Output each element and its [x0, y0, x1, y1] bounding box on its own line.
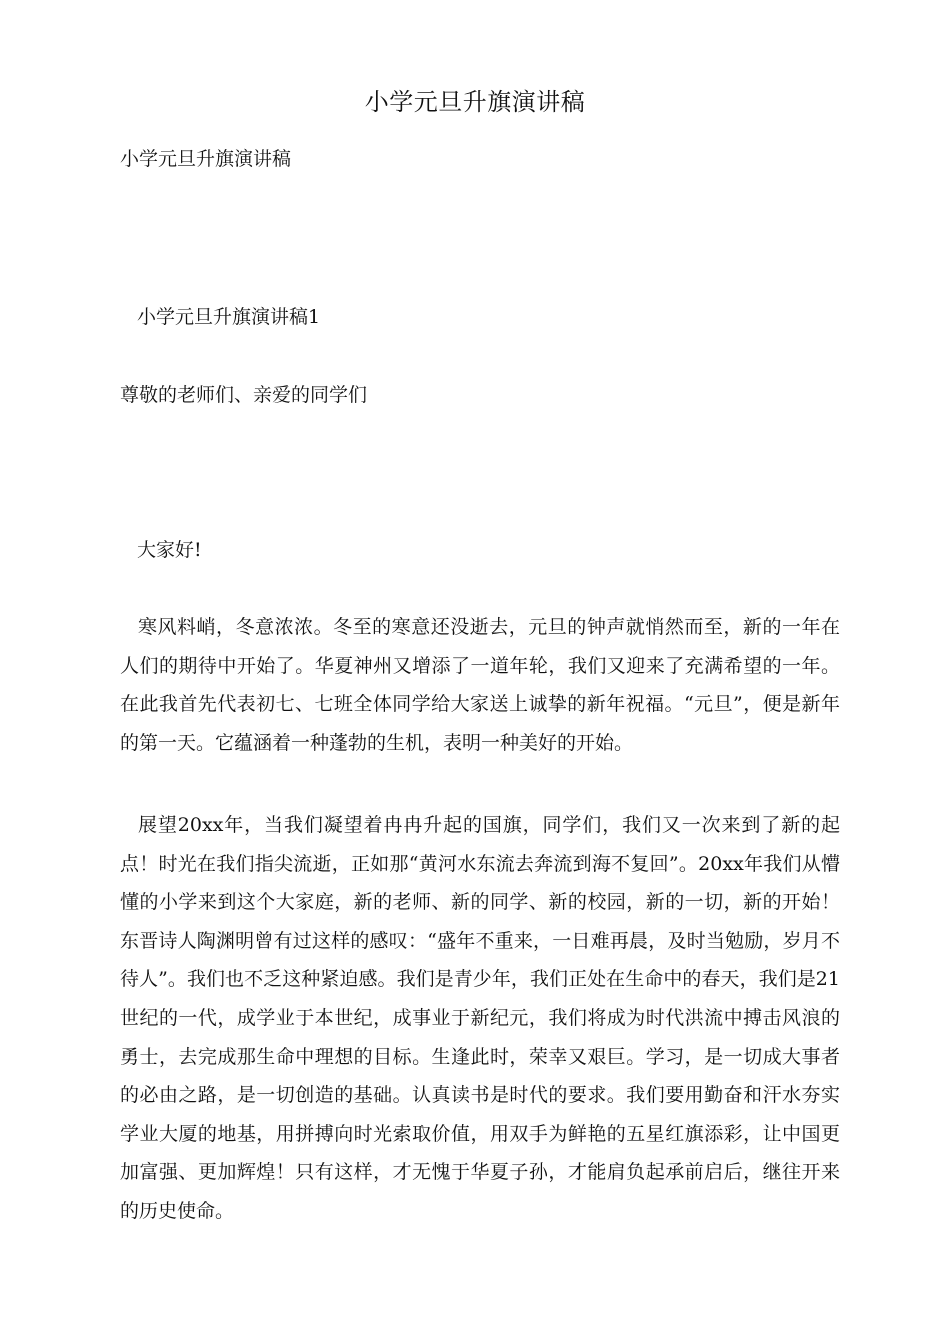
paragraph: 寒风料峭，冬意浓浓。冬至的寒意还没逝去，元旦的钟声就悄然而至，新的一年在人们的期待中开始了。华夏神州又增添了一道年轮，我们又迎来了充满希望的一年。在此我首先代表初七、七班全体同学给大家送上诚挚的新年祝福。“元旦”，便是新年的第一天。它蕴涵着一种蓬勃的生机，表明一种美好的开始。	[120, 616, 840, 754]
salutation: 尊敬的老师们、亲爱的同学们	[120, 384, 368, 406]
paragraph: 展望20xx年，当我们凝望着冉冉升起的国旗，同学们，我们又一次来到了新的起点！时光在我们指尖流逝，正如那“黄河水东流去奔流到海不复回”。20xx年我们从懵懂的小学来到这个大家庭，新的老师、新的同学、新的校园，新的一切，新的开始！东晋诗人陶渊明曾有过这样的感叹：“盛年不重来，一日难再晨，及时当勉励，岁月不待人”。我们也不乏这种紧迫感。我们是青少年，我们正处在生命中的春天，我们是21世纪的一代，成学业于本世纪，成事业于新纪元，我们将成为时代洪流中搏击风浪的勇士，去完成那生命中理想的目标。生逢此时，荣幸又艰巨。学习，是一切成大事者的必由之路，是一切创造的基础。认真读书是时代的要求。我们要用勤奋和汗水夯实学业大厦的地基，用拼搏向时光索取价值，用双手为鲜艳的五星红旗添彩，让中国更加富强、更加辉煌！只有这样，才无愧于华夏子孙，才能肩负起承前启后，继往开来的历史使命。	[120, 814, 840, 1222]
document-subtitle: 小学元旦升旗演讲稿	[120, 148, 292, 170]
greeting: 大家好!	[137, 539, 202, 561]
document-title: 小学元旦升旗演讲稿	[364, 88, 586, 116]
section-heading: 小学元旦升旗演讲稿1	[137, 306, 321, 328]
